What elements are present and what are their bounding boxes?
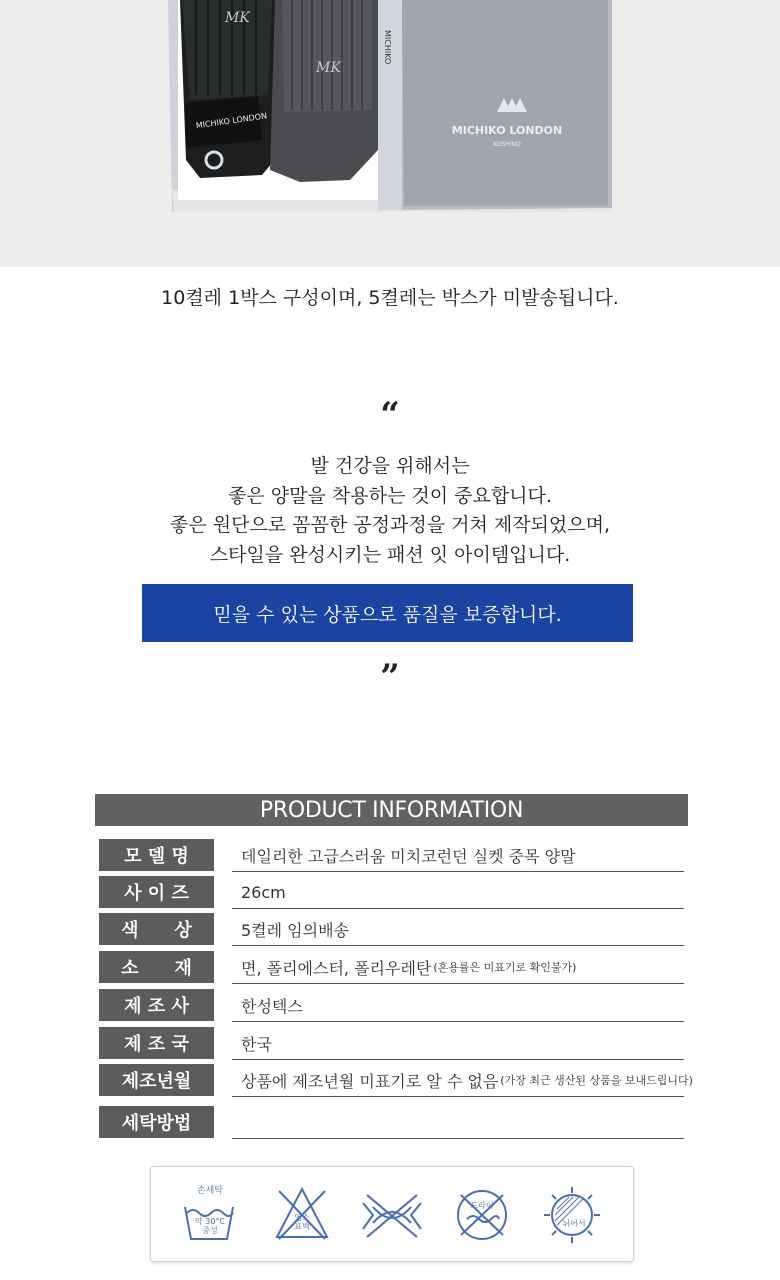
info-label: 모 델 명 (99, 839, 214, 871)
product-photo (0, 0, 780, 267)
info-value (232, 989, 684, 1022)
info-value (232, 1027, 684, 1060)
box-brand-sub: KOSHINO (493, 141, 521, 148)
info-value (232, 876, 684, 909)
open-quote-icon: “ (380, 395, 400, 435)
hand-wash-icon (177, 1181, 243, 1247)
info-label: 색 상 (99, 913, 214, 945)
info-label: 제 조 사 (99, 989, 214, 1021)
product-info-title: PRODUCT INFORMATION (95, 794, 688, 826)
info-row-country (99, 1027, 684, 1061)
info-value (232, 1106, 684, 1139)
photo-caption: 10켤레 1박스 구성이며, 5켤레는 박스가 미발송됩니다. (161, 287, 619, 309)
wash-detergent-label: 중성 (202, 1226, 218, 1235)
info-row-maker (99, 989, 684, 1023)
quote-text (0, 452, 780, 570)
svg-text:MK: MK (316, 60, 341, 76)
svg-text:MK: MK (225, 10, 250, 26)
care-instructions-box (150, 1166, 634, 1262)
info-value-text: 26cm (241, 882, 286, 902)
info-value (232, 951, 684, 984)
info-row-size (99, 876, 684, 910)
wash-temp-label: 약 30°C (194, 1217, 226, 1226)
info-label: 제 조 국 (99, 1027, 214, 1059)
box-spine-text: MICHIKO (383, 30, 392, 65)
info-value-text: 5켤레 임의배송 (241, 920, 350, 940)
quote-line: 발 건강을 위해서는 (310, 455, 470, 477)
info-note: (가장 최근 생산된 상품을 보내드립니다) (500, 1074, 693, 1087)
box-brand-text: MICHIKO LONDON (451, 124, 563, 137)
hand-wash-label: 손세탁 (196, 1186, 224, 1196)
info-label: 제조년월 (99, 1064, 214, 1096)
quote-line: 좋은 양말을 착용하는 것이 중요합니다. (228, 484, 552, 507)
info-row-wash (99, 1106, 684, 1140)
info-note: (혼용률은 미표기로 확인불가) (433, 961, 577, 974)
bleach-label: 염소 표백 (294, 1213, 310, 1231)
close-quote-icon: ” (380, 657, 400, 697)
info-label: 사 이 즈 (99, 876, 214, 908)
info-value (232, 839, 684, 872)
dry-clean-label: 드라이 (470, 1201, 494, 1210)
no-wring-icon (359, 1181, 425, 1247)
info-value-text: 한국 (241, 1034, 272, 1054)
svg-text:MICHIKO LONDON: MICHIKO LONDON (195, 111, 268, 131)
info-value (232, 1064, 693, 1097)
quote-line: 스타일을 완성시키는 패션 잇 아이템입니다. (209, 543, 571, 566)
info-label: 소 재 (99, 951, 214, 983)
info-row-date (99, 1064, 693, 1098)
info-value-text: 면, 폴리에스터, 폴리우레탄 (241, 958, 432, 978)
dry-flat-icon (539, 1181, 605, 1247)
info-value-text: 데일리한 고급스러움 미치코런던 실켓 중목 양말 (241, 846, 576, 866)
info-row-color (99, 913, 684, 947)
quality-banner: 믿을 수 있는 상품으로 품질을 보증합니다. (142, 584, 633, 642)
info-label: 세탁방법 (99, 1106, 214, 1138)
quote-line: 좋은 원단으로 꼼꼼한 공정과정을 거쳐 제작되었으며, (169, 514, 611, 536)
info-row-material (99, 951, 684, 985)
info-value (232, 913, 684, 946)
info-row-model (99, 839, 684, 873)
info-value-text: 상품에 제조년월 미표기로 알 수 없음 (241, 1071, 499, 1091)
dry-flat-label: 뉘어서 (562, 1219, 586, 1228)
info-value-text: 한성텍스 (241, 996, 303, 1016)
no-bleach-icon (269, 1181, 335, 1247)
no-dry-clean-icon (449, 1181, 515, 1247)
